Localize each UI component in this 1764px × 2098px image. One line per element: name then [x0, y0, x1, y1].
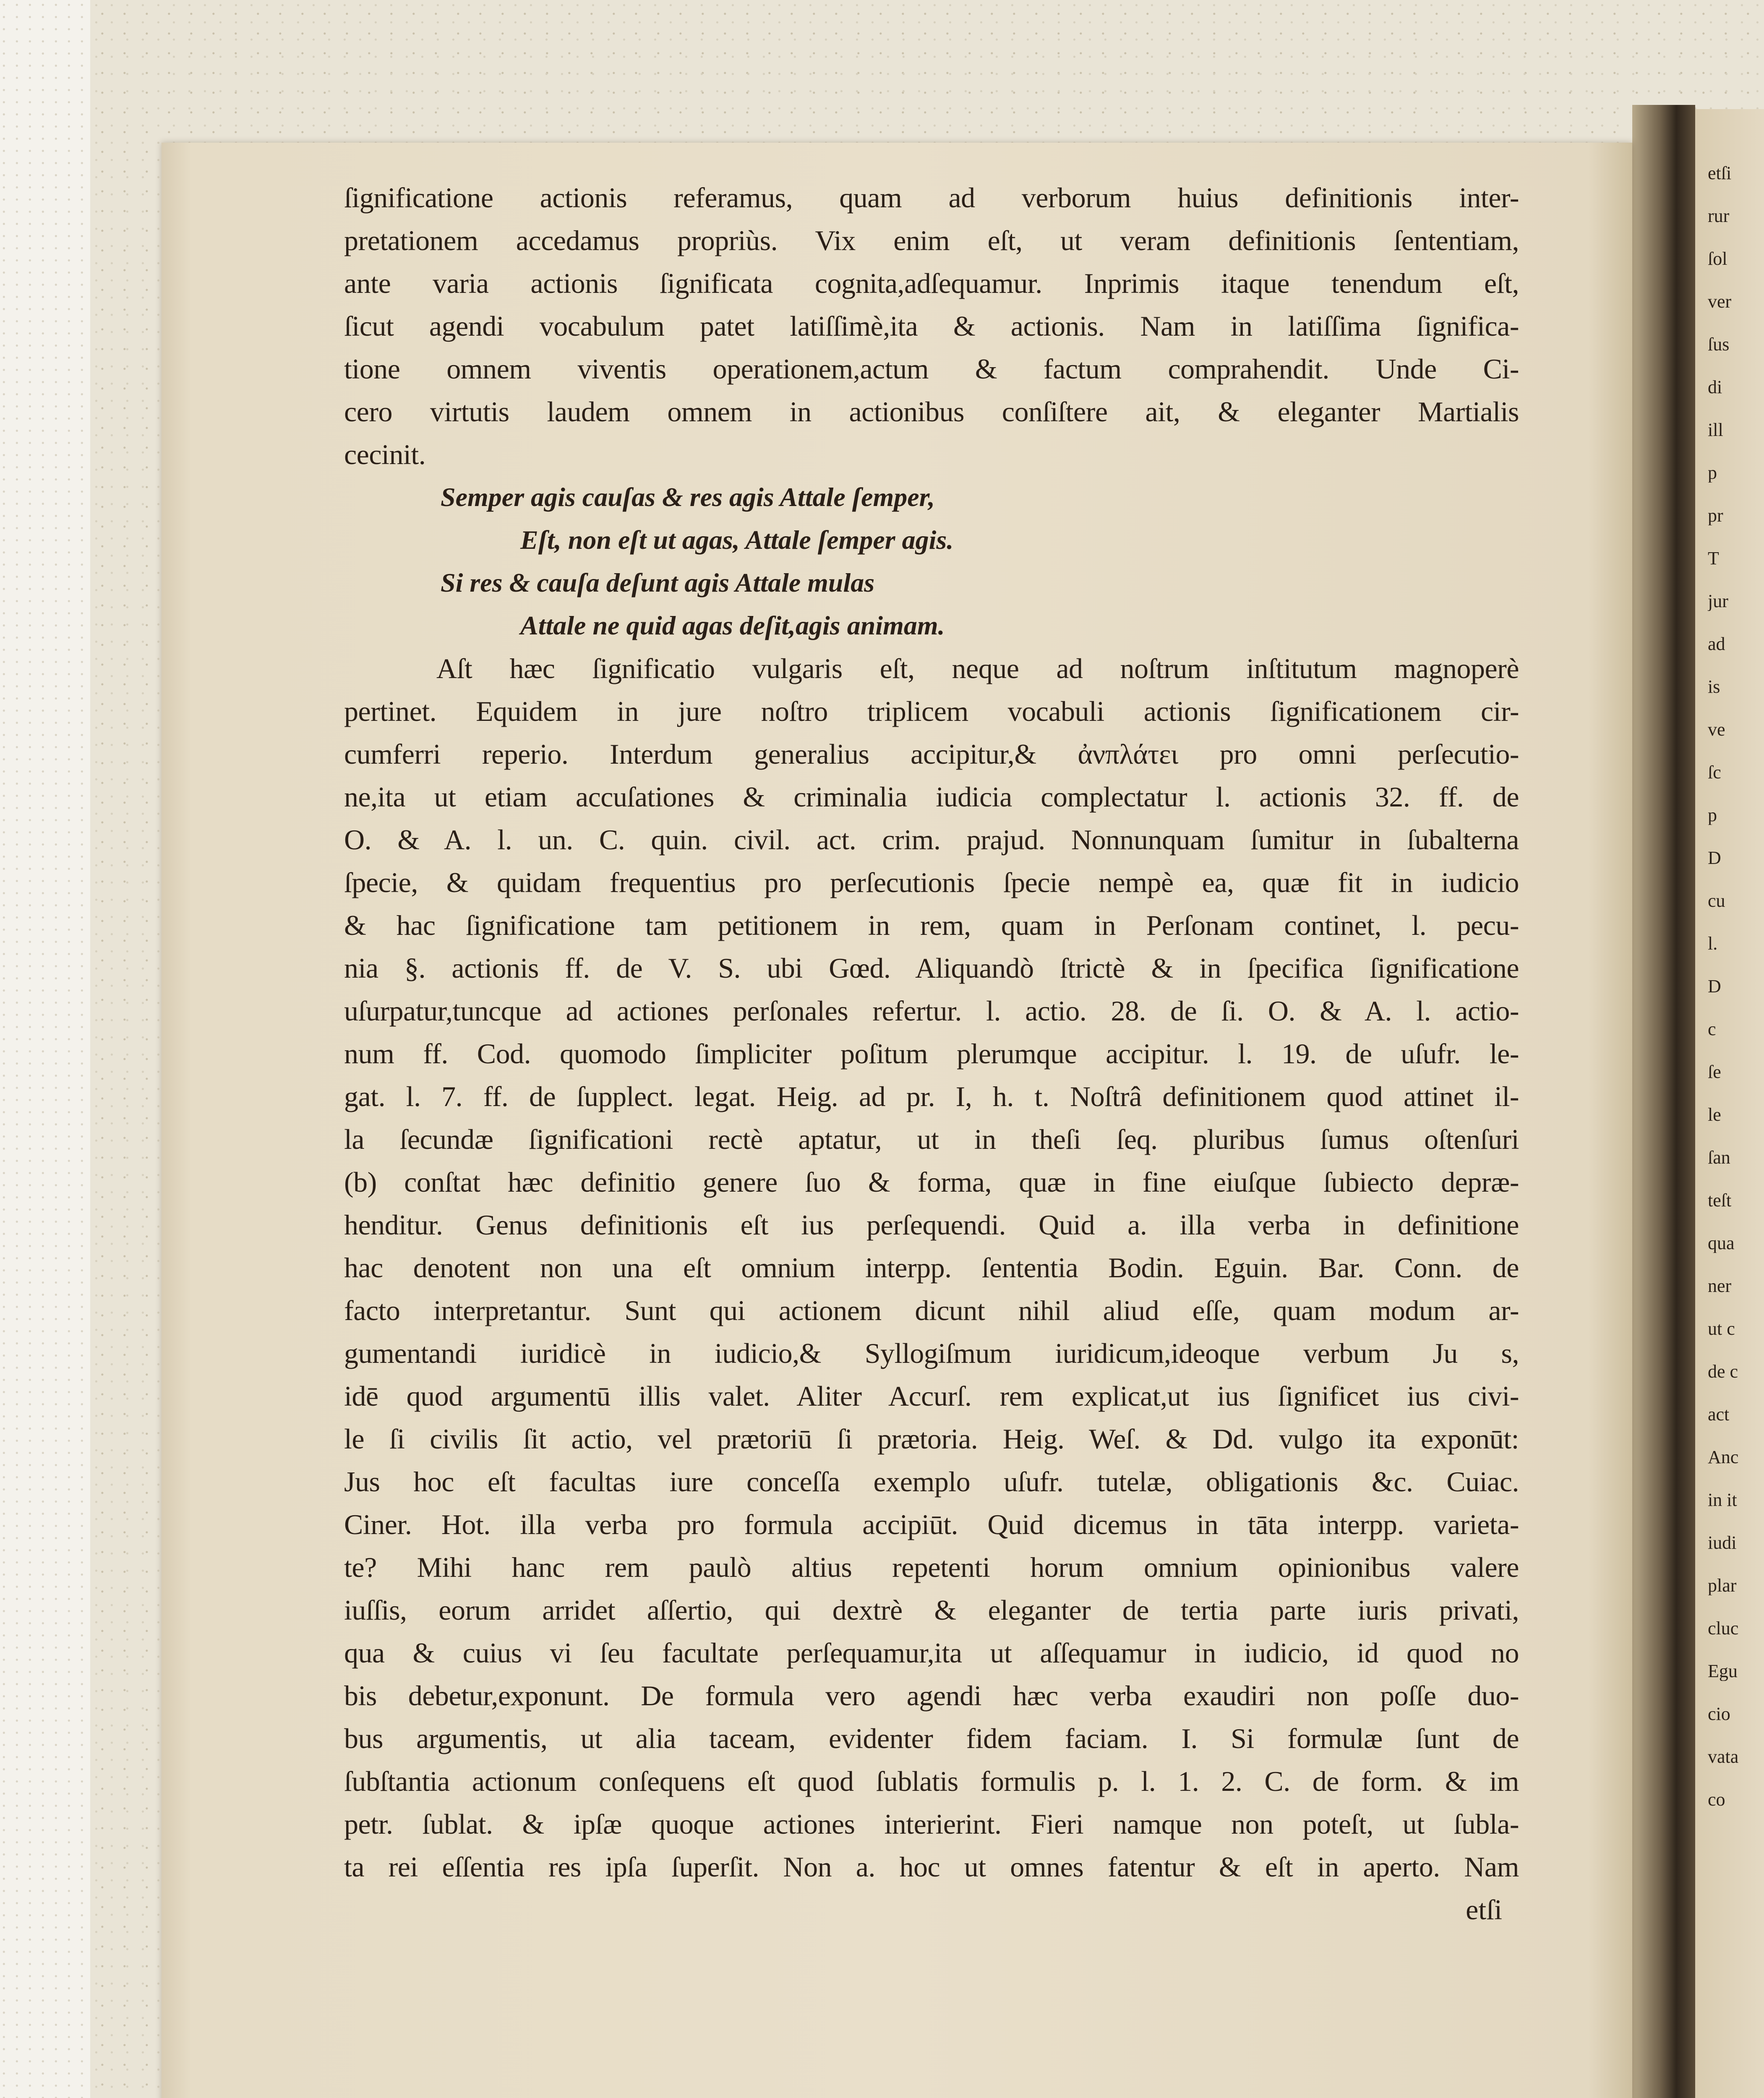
next-page-fragment: in it [1708, 1490, 1737, 1510]
next-page-fragment: ill [1708, 420, 1723, 440]
next-page-fragment: jur [1708, 592, 1728, 611]
next-page-fragment: l. [1708, 934, 1718, 953]
next-page-fragment: ut c [1708, 1319, 1735, 1339]
next-page-fragment: teſt [1708, 1191, 1732, 1210]
next-page-fragment: rur [1708, 206, 1730, 226]
verse-line: Eſt, non eſt ut agas, Attale ſemper agis. [520, 525, 954, 555]
text-line: la ſecundæ ſignificationi rectè aptatur, ut in theſi ſeq. pluribus ſumus oſtenſuri [344, 1123, 1519, 1155]
next-page-fragment: ſan [1708, 1148, 1730, 1167]
text-line: O. & A. l. un. C. quin. civil. act. crim. prajud. Nonnunquam ſumitur in ſubalterna [344, 824, 1519, 856]
next-page-fragment: ſe [1708, 1062, 1721, 1082]
next-page-fragment: cluc [1708, 1619, 1739, 1638]
next-page-fragment: vata [1708, 1747, 1739, 1767]
text-line: ſpecie, & quidam frequentius pro perſecutionis ſpecie nempè ea, quæ fit in iudicio [344, 866, 1519, 898]
text-line: qua & cuius vi ſeu facultate perſequamur,ita ut aſſequamur in iudicio, id quod no [344, 1637, 1519, 1669]
next-page-fragment: D [1708, 848, 1721, 868]
next-page-fragment: ner [1708, 1276, 1732, 1296]
text-line: Jus hoc eſt facultas iure conceſſa exemplo uſufr. tutelæ, obligationis &c. Cuiac. [344, 1466, 1519, 1498]
next-page-fragment: di [1708, 378, 1722, 397]
verse-line: Attale ne quid agas deſit,agis animam. [520, 611, 945, 640]
left-board-edge [0, 0, 90, 2098]
text-line: gat. l. 7. ff. de ſupplect. legat. Heig. ad pr. I, h. t. Noſtrâ definitionem quod attinet il- [344, 1080, 1519, 1112]
next-page-fragment: T [1708, 549, 1719, 568]
next-page-fragment: ſus [1708, 335, 1730, 354]
text-line: tione omnem viventis operationem,actum & factum comprahendit. Unde Ci- [344, 353, 1519, 385]
text-line: pertinet. Equidem in jure noſtro triplicem vocabuli actionis ſignificationem cir- [344, 695, 1519, 727]
text-line: bis debetur,exponunt. De formula vero agendi hæc verba exaudiri non poſſe duo- [344, 1680, 1519, 1712]
body-paragraph-2 [344, 647, 1519, 1888]
text-line: te? Mihi hanc rem paulò altius repetenti horum omnium opinionibus valere [344, 1551, 1519, 1583]
text-line: cecinit. [344, 438, 426, 470]
text-line: pretationem accedamus propriùs. Vix enim eſt, ut veram definitionis ſententiam, [344, 224, 1519, 256]
next-page-fragment: etſi [1708, 164, 1732, 183]
next-page-fragment: cio [1708, 1704, 1730, 1724]
next-page-fragment: ſc [1708, 763, 1721, 782]
next-page-fragment: cu [1708, 891, 1725, 911]
text-line: ta rei eſſentia res ipſa ſuperſit. Non a. hoc ut omnes fatentur & eſt in aperto. Nam [344, 1851, 1519, 1883]
verse-line: Si res & cauſa deſunt agis Attale mulas [441, 568, 875, 598]
text-line: Aſt hæc ſignificatio vulgaris eſt, neque ad noſtrum inſtitutum magnoperè [436, 652, 1519, 684]
text-line: facto interpretantur. Sunt qui actionem dicunt nihil aliud eſſe, quam modum ar- [344, 1294, 1519, 1326]
next-page-fragment: co [1708, 1790, 1725, 1809]
next-page-fragment: c [1708, 1020, 1716, 1039]
next-page-fragment: Anc [1708, 1448, 1739, 1467]
verse-line: Semper agis cauſas & res agis Attale ſemper, [441, 482, 935, 512]
next-page-fragment: de c [1708, 1362, 1738, 1381]
next-page-fragment: pr [1708, 506, 1723, 525]
next-page-fragment: act [1708, 1405, 1730, 1424]
text-line: iuſſis, eorum arridet aſſertio, qui dextrè & eleganter de tertia parte iuris privati, [344, 1594, 1519, 1626]
text-line: idē quod argumentū illis valet. Aliter Accurſ. rem explicat,ut ius ſignificet ius civi- [344, 1380, 1519, 1412]
next-page-fragment: ad [1708, 634, 1725, 654]
text-line: le ſi civilis ſit actio, vel prætoriū ſi prætoria. Heig. Weſ. & Dd. vulgo ita exponūt: [344, 1423, 1519, 1455]
text-line: ſubſtantia actionum conſequens eſt quod ſublatis formulis p. l. 1. 2. C. de form. & im [344, 1765, 1519, 1797]
text-line: ante varia actionis ſignificata cognita,adſequamur. Inprimis itaque tenendum eſt, [344, 267, 1519, 299]
next-page-fragment: p [1708, 806, 1717, 825]
text-line: ſignificatione actionis referamus, quam ad verborum huius definitionis inter- [344, 182, 1519, 214]
text-line: (b) conſtat hæc definitio genere ſuo & forma, quæ in fine eiuſque ſubiecto depræ- [344, 1166, 1519, 1198]
next-page-fragment: ſol [1708, 249, 1727, 269]
next-page-fragment: le [1708, 1105, 1721, 1125]
text-line: Ciner. Hot. illa verba pro formula accipiūt. Quid dicemus in tāta interpp. varieta- [344, 1508, 1519, 1540]
text-line: cero virtutis laudem omnem in actionibus conſiſtere ait, & eleganter Martialis [344, 396, 1519, 428]
text-line: petr. ſublat. & ipſæ quoque actiones interierint. Fieri namque non poteſt, ut ſubla- [344, 1808, 1519, 1840]
next-page-fragment: is [1708, 677, 1720, 697]
text-line: hac denotent non una eſt omnium interpp. ſententia Bodin. Eguin. Bar. Conn. de [344, 1252, 1519, 1284]
book-gutter [1632, 105, 1695, 2098]
text-line: bus argumentis, ut alia taceam, evidenter fidem faciam. I. Si formulæ ſunt de [344, 1722, 1519, 1754]
verse-quotation [344, 476, 1519, 647]
next-page-edge [1695, 109, 1764, 2098]
next-page-fragment: ver [1708, 292, 1732, 311]
next-page-fragment: qua [1708, 1234, 1735, 1253]
body-paragraph-1 [344, 176, 1519, 476]
next-page-fragment: p [1708, 463, 1717, 483]
catchword: etſi [1466, 1894, 1502, 1926]
next-page-fragment: iudi [1708, 1533, 1737, 1553]
next-page-fragment: Egu [1708, 1662, 1738, 1681]
page-text [344, 176, 1519, 1931]
text-line: & hac ſignificatione tam petitionem in rem, quam in Perſonam continet, l. pecu- [344, 909, 1519, 941]
text-line: ne,ita ut etiam accuſationes & criminalia iudicia complectatur l. actionis 32. ff. de [344, 781, 1519, 813]
text-line: ſicut agendi vocabulum patet latiſſimè,ita & actionis. Nam in latiſſima ſignifica- [344, 310, 1519, 342]
next-page-fragment: D [1708, 977, 1721, 996]
text-line: nia §. actionis ff. de V. S. ubi Gœd. Aliquandò ſtrictè & in ſpecifica ſignificatione [344, 952, 1519, 984]
text-line: cumferri reperio. Interdum generalius accipitur,& ἀνπλάτει pro omni perſecutio- [344, 738, 1519, 770]
text-line: henditur. Genus definitionis eſt ius perſequendi. Quid a. illa verba in definitione [344, 1209, 1519, 1241]
next-page-fragment: ve [1708, 720, 1725, 739]
text-line: gumentandi iuridicè in iudicio,& Syllogiſmum iuridicum,ideoque verbum Ju s, [344, 1337, 1519, 1369]
text-line: uſurpatur,tuncque ad actiones perſonales refertur. l. actio. 28. de ſi. O. & A. l. actio- [344, 995, 1519, 1027]
text-line: num ff. Cod. quomodo ſimpliciter poſitum plerumque accipitur. l. 19. de uſufr. le- [344, 1038, 1519, 1070]
next-page-fragment: plar [1708, 1576, 1737, 1595]
